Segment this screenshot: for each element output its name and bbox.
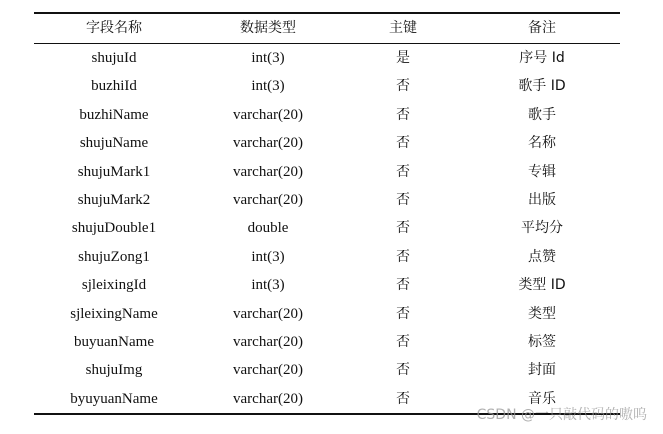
table-row	[34, 271, 620, 299]
cell-primary-key: 否	[396, 277, 410, 294]
cell-primary-key: 否	[396, 220, 410, 237]
table-row	[34, 101, 620, 129]
cell-data-type: varchar(20)	[233, 390, 303, 407]
cell-field-name: shujuMark1	[77, 163, 151, 180]
cell-field-name: shujuId	[91, 50, 137, 66]
cell-remark: 标签	[528, 334, 556, 351]
cell-remark: 专辑	[528, 163, 556, 180]
cell-field-name: buyuanName	[74, 334, 154, 351]
cell-field-name: byuyuanName	[70, 390, 158, 407]
cell-field-name: sjleixingId	[81, 277, 147, 294]
cell-field-name: sjleixingName	[70, 305, 158, 322]
cell-remark: 类型	[528, 305, 556, 322]
cell-field-name: shujuZong1	[78, 248, 150, 265]
header-primary-key: 主键	[342, 14, 464, 44]
cell-data-type: double	[247, 220, 289, 237]
cell-primary-key: 是	[396, 50, 410, 66]
table-row	[34, 214, 620, 242]
cell-remark: 歌手 ID	[518, 78, 566, 95]
table-row	[34, 243, 620, 271]
cell-field-name: shujuMark2	[77, 192, 151, 209]
table-row	[34, 72, 620, 100]
cell-data-type: varchar(20)	[233, 106, 303, 123]
header-row	[34, 14, 620, 44]
cell-data-type: varchar(20)	[233, 362, 303, 379]
cell-remark: 出版	[528, 192, 556, 209]
cell-primary-key: 否	[396, 334, 410, 351]
table-row	[34, 356, 620, 384]
cell-data-type: varchar(20)	[233, 334, 303, 351]
table-row	[34, 300, 620, 328]
schema-table	[34, 14, 620, 413]
cell-data-type: varchar(20)	[233, 163, 303, 180]
cell-remark: 封面	[528, 362, 556, 379]
table-row	[34, 158, 620, 186]
table-row	[34, 129, 620, 157]
field-table	[34, 12, 620, 415]
cell-primary-key: 否	[396, 248, 410, 265]
cell-primary-key: 否	[396, 106, 410, 123]
table-row	[34, 44, 620, 73]
table-body	[34, 44, 620, 414]
cell-remark: 音乐	[528, 390, 556, 407]
cell-primary-key: 否	[396, 192, 410, 209]
cell-primary-key: 否	[396, 362, 410, 379]
watermark-text: CSDN @一只敲代码的嗷呜	[476, 407, 647, 423]
cell-primary-key: 否	[396, 78, 410, 95]
cell-remark: 序号 Id	[519, 50, 565, 66]
cell-remark: 歌手	[528, 106, 556, 123]
cell-primary-key: 否	[396, 163, 410, 180]
cell-field-name: buzhiName	[79, 106, 149, 123]
cell-field-name: shujuName	[79, 135, 149, 152]
cell-data-type: int(3)	[251, 50, 285, 66]
cell-remark: 类型 ID	[518, 277, 566, 294]
cell-remark: 名称	[528, 135, 556, 152]
header-data-type: 数据类型	[194, 14, 342, 44]
cell-data-type: varchar(20)	[233, 305, 303, 322]
table-row	[34, 328, 620, 356]
cell-field-name: buzhiId	[91, 78, 137, 95]
cell-data-type: varchar(20)	[233, 135, 303, 152]
cell-remark: 平均分	[521, 220, 563, 237]
header-remark: 备注	[464, 14, 620, 44]
table-row	[34, 186, 620, 214]
cell-primary-key: 否	[396, 305, 410, 322]
cell-primary-key: 否	[396, 135, 410, 152]
cell-primary-key: 否	[396, 390, 410, 407]
cell-data-type: int(3)	[251, 277, 285, 294]
cell-data-type: varchar(20)	[233, 192, 303, 209]
header-field-name: 字段名称	[34, 14, 194, 44]
cell-data-type: int(3)	[251, 248, 285, 265]
cell-field-name: shujuDouble1	[71, 220, 157, 237]
cell-remark: 点赞	[528, 248, 556, 265]
cell-data-type: int(3)	[251, 78, 285, 95]
cell-field-name: shujuImg	[85, 362, 143, 379]
